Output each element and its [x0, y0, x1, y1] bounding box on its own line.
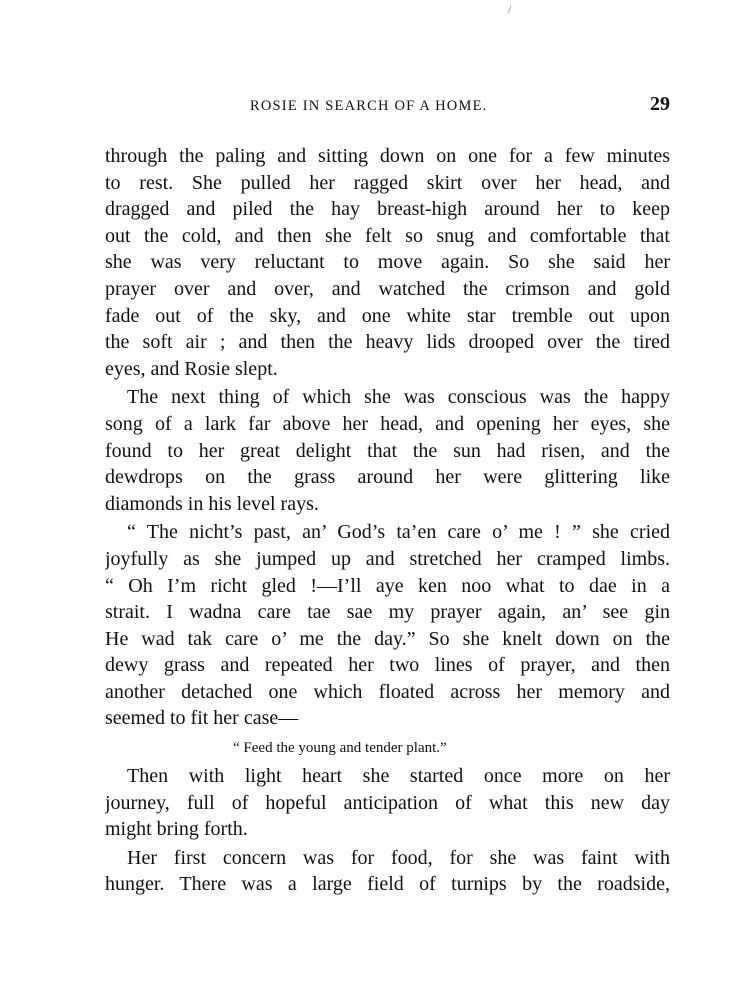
text-line: out the cold, and then she felt so snug and comfortable that [105, 224, 670, 247]
text-line: Her first concern was for food, for she was faint with [127, 846, 670, 869]
paragraph [105, 384, 670, 517]
text-line: to rest. She pulled her ragged skirt over her head, and [105, 171, 670, 194]
text-line: might bring forth. [105, 818, 248, 841]
text-line: Then with light heart she started once more on her [127, 765, 670, 788]
text-line: another detached one which floated across her memory and [105, 680, 670, 703]
paragraph [105, 143, 670, 382]
text-line: the soft air ; and then the heavy lids drooped over the tired [105, 331, 670, 354]
running-header [104, 93, 674, 120]
text-line: she was very reluctant to move again. So she said her [105, 251, 670, 274]
text-line: through the paling and sitting down on one for a few minutes [105, 145, 670, 167]
text-line: dewy grass and repeated her two lines of prayer, and then [105, 654, 670, 677]
text-line: strait. I wadna care tae sae my prayer again, an’ see gin [105, 601, 670, 624]
text-line: diamonds in his level rays. [105, 492, 319, 515]
running-title: ROSIE IN SEARCH OF A HOME. [250, 98, 488, 114]
text-line: He wad tak care o’ me the day.” So she knelt down on the [105, 627, 670, 650]
text-line: “ The nicht’s past, an’ God’s ta’en care o’ me ! ” she cried [127, 521, 670, 544]
paragraph [105, 845, 670, 898]
text-line: eyes, and Rosie slept. [105, 357, 278, 380]
text-line: The next thing of which she was conscious was the happy [127, 386, 670, 409]
text-line: dewdrops on the grass around her were glittering like [105, 466, 670, 489]
text-line: prayer over and over, and watched the crimson and gold [105, 277, 670, 300]
text-line: joyfully as she jumped up and stretched her cramped limbs. [105, 547, 670, 570]
paragraph [105, 763, 670, 843]
body-text [105, 143, 670, 898]
page-mark: / [508, 2, 512, 16]
text-line: journey, full of hopeful anticipation of what this new day [105, 791, 670, 814]
text-line: “ Oh I’m richt gled !—I’ll aye ken noo what to dae in a [105, 574, 670, 597]
text-line: hunger. There was a large field of turnips by the roadside, [105, 873, 670, 896]
page-number: 29 [650, 93, 670, 115]
text-line: song of a lark far above her head, and opening her eyes, she [105, 412, 670, 435]
verse-quotation: “ Feed the young and tender plant.” [233, 740, 447, 757]
text-line: seemed to fit her case— [105, 707, 299, 730]
text-line: fade out of the sky, and one white star tremble out upon [105, 304, 670, 327]
text-line: dragged and piled the hay breast-high around her to keep [105, 198, 670, 221]
paragraph [105, 519, 670, 732]
text-line: found to her great delight that the sun had risen, and the [105, 439, 670, 462]
